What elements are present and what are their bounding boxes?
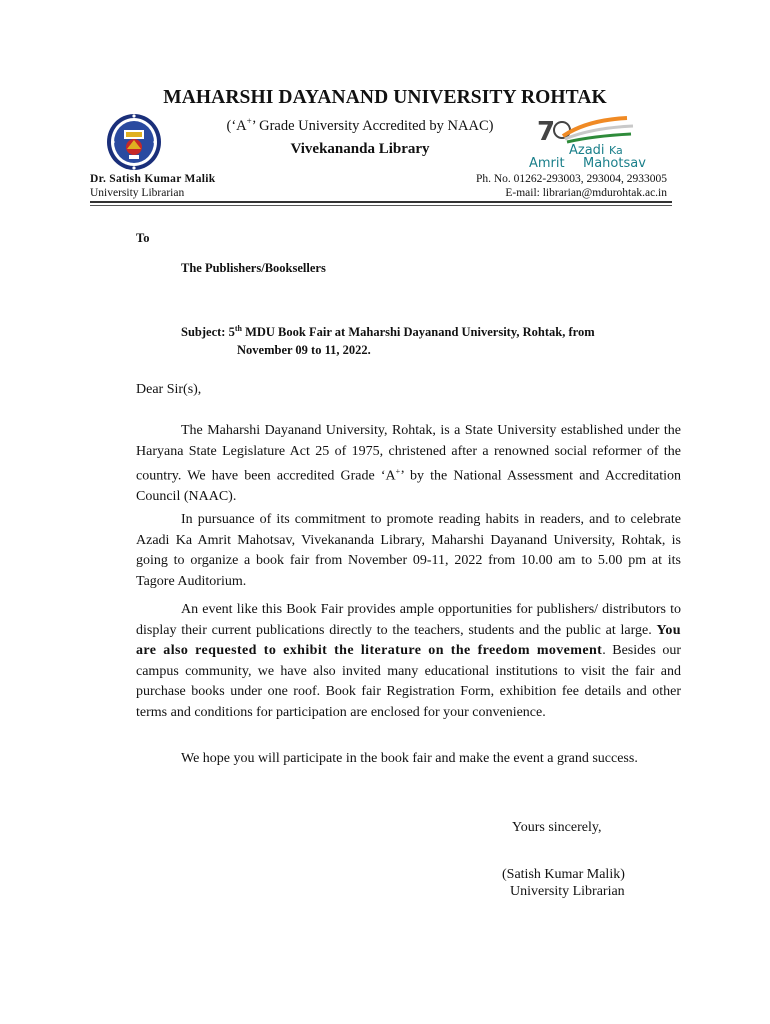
university-title: MAHARSHI DAYANAND UNIVERSITY ROHTAK [163, 87, 607, 108]
university-crest-logo [105, 112, 163, 172]
svg-text:7: 7 [537, 117, 556, 147]
librarian-title: University Librarian [90, 187, 185, 199]
subject-line: Subject: 5th MDU Book Fair at Maharshi Dayanand University, Rohtak, from November 09 to 11, 2022. [181, 324, 595, 358]
email-address: E-mail: librarian@mdurohtak.ac.in [505, 187, 667, 199]
azadi-ka-amrit-mahotsav-logo [527, 114, 669, 170]
salutation: Dear Sir(s), [136, 382, 202, 397]
recipient: The Publishers/Booksellers [181, 261, 326, 275]
closing: Yours sincerely, [512, 820, 602, 835]
librarian-contact [90, 172, 215, 200]
phone-numbers: Ph. No. 01262-293003, 293004, 2933005 [475, 173, 667, 185]
library-contact [360, 172, 667, 200]
header-divider-thick [90, 201, 672, 203]
librarian-name: Dr. Satish Kumar Malik [90, 173, 216, 185]
to-label: To [136, 231, 150, 245]
accreditation-line: (‘A+’ Grade University Accredited by NAAC) [226, 116, 494, 134]
paragraph-intro: The Maharshi Dayanand University, Rohtak, is a State University established under the Haryana State Legislature Act 25 of 1975, christened after a renowned social reformer of the country. We have been accredited Grade ‘A+’ by the National Assessment and Accreditation Council (NAAC). [136, 423, 682, 505]
logo-text-ka: Ka [609, 144, 623, 157]
logo-text-mahotsav: Mahotsav [583, 156, 646, 170]
logo-text-azadi: Azadi [569, 143, 605, 158]
signatory-title: University Librarian [510, 884, 625, 899]
paragraph-event-details: An event like this Book Fair provides ample opportunities for publishers/ distributors to display their current publications directly to the teachers, students and the public at large. You are also requested to exhibit the literature on the freedom movement. Besides our campus community, we have also invited many educational institutions to visit the fair and purchase books under one roof. Book fair Registration Form, exhibition fee details and other terms and conditions for participation are enclosed for your convenience. [136, 602, 681, 720]
paragraph-book-fair: In pursuance of its commitment to promote reading habits in readers, and to celebrate Azadi Ka Amrit Mahotsav, Vivekananda Library, Maharshi Dayanand University, Rohtak, is going to organize a book fair from November 09-11, 2022 from 10.00 am to 5.00 pm at its Tagore Auditorium. [136, 512, 681, 589]
library-name: Vivekananda Library [290, 141, 430, 157]
signatory-name: (Satish Kumar Malik) [502, 867, 625, 882]
header-divider-thin [90, 205, 672, 206]
paragraph-closing: We hope you will participate in the book fair and make the event a grand success. [181, 751, 638, 766]
logo-text-amrit: Amrit [529, 156, 565, 170]
